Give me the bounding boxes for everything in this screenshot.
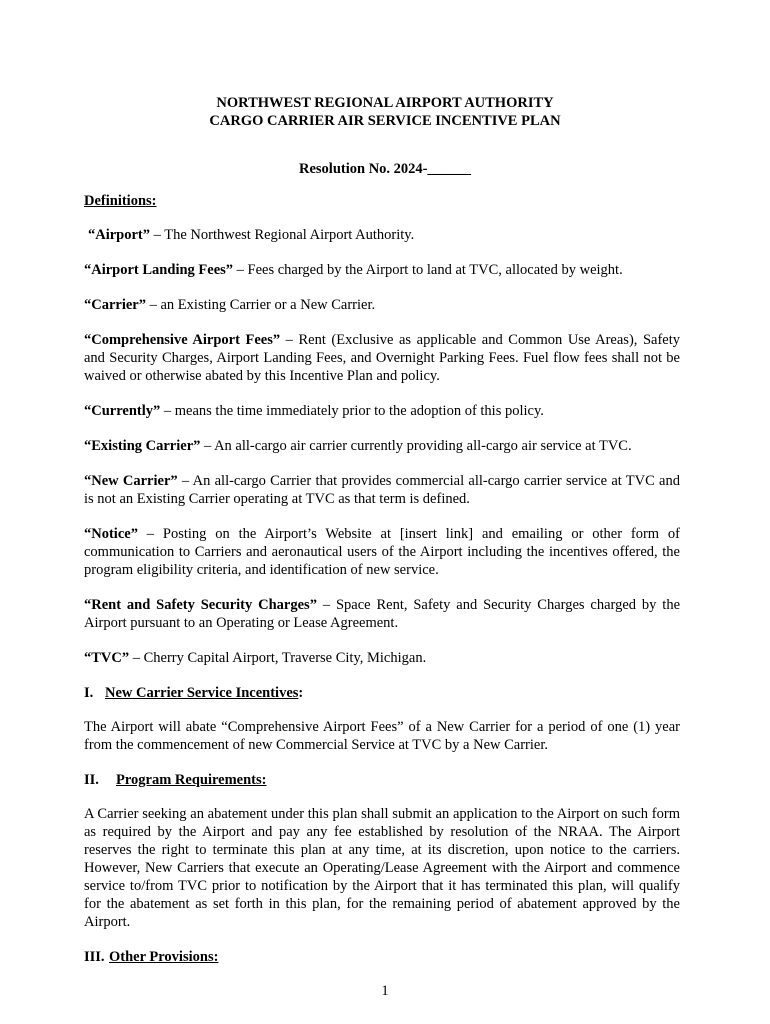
- definition-airport-landing-fees: [84, 261, 680, 279]
- definition-term: “Rent and Safety Security Charges”: [84, 597, 317, 613]
- definition-text: – An all-cargo air carrier currently providing all-cargo air service at TVC.: [200, 438, 632, 454]
- definition-carrier: [84, 296, 680, 314]
- section-1-body: The Airport will abate “Comprehensive Airport Fees” of a New Carrier for a period of one (1) year from the commencement of new Commercial Service at TVC by a New Carrier.: [84, 719, 680, 753]
- definition-tvc: [84, 649, 680, 667]
- definition-term: “Carrier”: [84, 297, 146, 313]
- section-number: I.: [84, 685, 94, 701]
- definition-text: – The Northwest Regional Airport Authority.: [150, 227, 415, 243]
- definition-text: – Cherry Capital Airport, Traverse City, Michigan.: [129, 650, 427, 666]
- definition-text: – Posting on the Airport’s Website at [insert link] and emailing or other form of communication to Carriers and aeronautical users of the Airport including the incentives offered, the program eligibility criteria, and identification of new service.: [84, 526, 680, 578]
- document-body: [84, 192, 680, 982]
- section-2-heading: [84, 771, 680, 789]
- definition-new-carrier: [84, 472, 680, 508]
- document-header: [0, 94, 770, 130]
- definitions-heading: Definitions:: [84, 193, 157, 209]
- definition-text: – means the time immediately prior to the adoption of this policy.: [160, 403, 544, 419]
- header-line-1: NORTHWEST REGIONAL AIRPORT AUTHORITY: [216, 95, 554, 111]
- definition-term: “Comprehensive Airport Fees”: [84, 332, 281, 348]
- definition-text: – an Existing Carrier or a New Carrier.: [146, 297, 376, 313]
- definition-term: “Notice”: [84, 526, 138, 542]
- definition-currently: [84, 402, 680, 420]
- definition-text: – An all-cargo Carrier that provides commercial all-cargo carrier service at TVC and is not an Existing Carrier operating at TVC as that term is defined.: [84, 473, 680, 507]
- section-number: II.: [84, 772, 99, 788]
- definition-notice: [84, 525, 680, 579]
- resolution-number: Resolution No. 2024-______: [299, 161, 471, 177]
- definition-term: “New Carrier”: [84, 473, 178, 489]
- definition-term: “Airport”: [88, 227, 151, 243]
- definition-term: “Airport Landing Fees”: [84, 262, 234, 278]
- definition-text: – Rent (Exclusive as applicable and Common Use Areas), Safety and Security Charges, Airport Landing Fees, and Overnight Parking Fees. Fuel flow fees shall not be waived or otherwise abated by this Incentive Plan and policy.: [84, 332, 680, 384]
- section-title-suffix: :: [298, 685, 304, 701]
- definition-text: – Space Rent, Safety and Security Charges charged by the Airport pursuant to an Operating or Lease Agreement.: [84, 597, 680, 631]
- definition-comprehensive-airport-fees: [84, 331, 680, 385]
- section-1-heading: [84, 684, 680, 702]
- definition-text: – Fees charged by the Airport to land at TVC, allocated by weight.: [233, 262, 623, 278]
- definition-term: “Currently”: [84, 403, 161, 419]
- header-line-2: CARGO CARRIER AIR SERVICE INCENTIVE PLAN: [209, 113, 561, 129]
- section-title: Program Requirements:: [116, 772, 267, 788]
- definition-rent-safety-security-charges: [84, 596, 680, 632]
- section-number: III.: [84, 949, 105, 965]
- definition-existing-carrier: [84, 437, 680, 455]
- section-title: New Carrier Service Incentives: [105, 685, 299, 701]
- page-number: 1: [381, 983, 389, 999]
- definition-term: “Existing Carrier”: [84, 438, 201, 454]
- section-2-body: A Carrier seeking an abatement under this plan shall submit an application to the Airport on such form as required by the Airport and pay any fee established by resolution of the NRAA. The Airport reserves the right to terminate this plan at any time, at its discretion, upon notice to the carriers. However, New Carriers that execute an Operating/Lease Agreement with the Airport and commence service to/from TVC prior to notification by the Airport that it has terminated this plan, will qualify for the abatement as set forth in this plan, for the remaining period of abatement approved by the Airport.: [84, 806, 680, 930]
- section-title: Other Provisions:: [109, 949, 219, 965]
- section-3-heading: [84, 948, 680, 966]
- definition-term: “TVC”: [84, 650, 130, 666]
- definition-airport: [84, 226, 680, 244]
